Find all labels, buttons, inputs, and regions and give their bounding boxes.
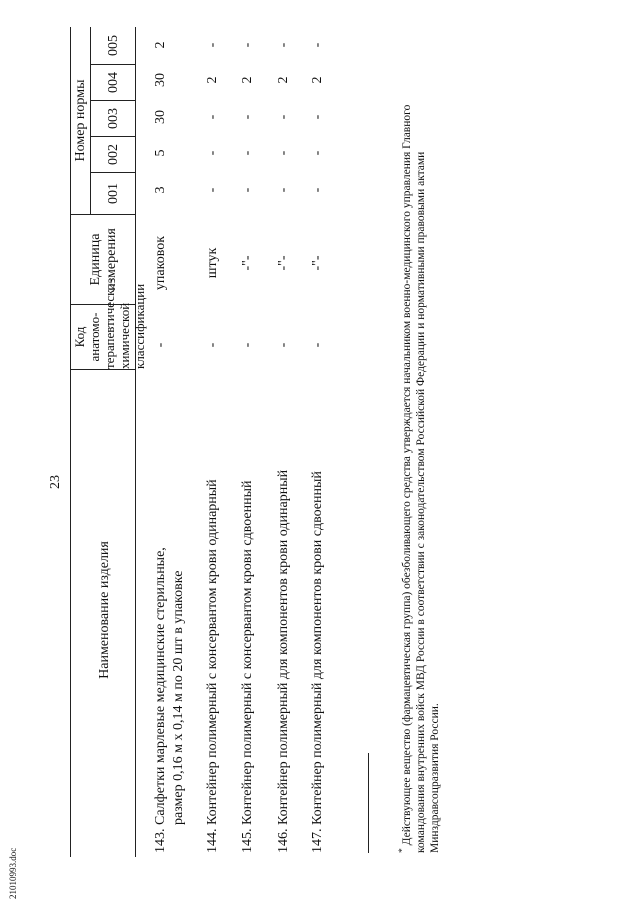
row-number: 145. (240, 828, 255, 853)
row-unit: штук (205, 247, 220, 279)
row-number: 144. (205, 828, 220, 853)
row-code: - (153, 342, 168, 348)
row-code: - (276, 342, 291, 348)
footnote-separator (368, 753, 369, 853)
header-norm-group: Номер нормы (73, 79, 88, 162)
row-unit: -"- (310, 255, 325, 271)
row-code: - (240, 342, 255, 348)
row-name: Салфетки марлевые медицинские стерильные, (153, 547, 168, 825)
row-unit: -"- (276, 255, 291, 271)
row-norm-003: - (310, 114, 325, 120)
row-number: 146. (276, 828, 291, 853)
row-norm-002: - (205, 150, 220, 156)
row-norm-003: 30 (153, 110, 168, 124)
row-code: - (310, 342, 325, 348)
row-norm-004: 2 (310, 76, 325, 84)
row-norm-005: 2 (153, 41, 168, 49)
page-number: 23 (48, 475, 63, 489)
col-divider-code (70, 369, 135, 370)
row-name: Контейнер полимерный с консервантом крови одинарный (205, 479, 220, 825)
row-name: Контейнер полимерный с консервантом крови сдвоенный (240, 480, 255, 825)
row-number: 147. (310, 828, 325, 853)
row-norm-002: - (240, 150, 255, 156)
header-norm-004: 004 (106, 72, 121, 93)
document-id: 21010993.doc (8, 847, 18, 899)
row-norm-002: - (310, 150, 325, 156)
header-norm-001: 001 (106, 183, 121, 204)
row-norm-004: 2 (240, 76, 255, 84)
row-unit: -"- (240, 255, 255, 271)
row-norm-005: - (276, 42, 291, 48)
row-code: - (205, 342, 220, 348)
header-unit: Единица измерения (88, 228, 119, 291)
row-norm-004: 2 (205, 76, 220, 84)
table-header-bottom-rule (135, 27, 136, 857)
row-norm-004: 2 (276, 76, 291, 84)
footnote-text: Действующее вещество (фармацевтическая группа) обезболивающего средства утверждается начальником военно-медицинского управления Главного командования внутренних войск МВД России в соответствии с законодательством Российской Федерации и нормативными правовыми актами Минздравсоцразвития России. (400, 104, 441, 853)
row-name: Контейнер полимерный для компонентов крови сдвоенный (310, 471, 325, 825)
row-norm-002: - (276, 150, 291, 156)
row-norm-002: 5 (153, 149, 168, 157)
row-norm-001: - (240, 187, 255, 193)
footnote (396, 53, 442, 853)
row-norm-001: 3 (153, 186, 168, 194)
row-norm-001: - (310, 187, 325, 193)
row-norm-005: - (310, 42, 325, 48)
row-norm-005: - (240, 42, 255, 48)
header-norm-002: 002 (106, 144, 121, 165)
row-norm-001: - (205, 187, 220, 193)
row-norm-003: - (205, 114, 220, 120)
header-norm-005: 005 (106, 35, 121, 56)
header-name: Наименование изделия (97, 541, 112, 679)
norm-group-rule (90, 27, 91, 215)
row-name-cont: размер 0,16 м х 0,14 м по 20 шт в упаковке (171, 570, 186, 825)
row-norm-001: - (276, 187, 291, 193)
row-name: Контейнер полимерный для компонентов крови одинарный (276, 469, 291, 825)
header-norm-003: 003 (106, 108, 121, 129)
row-norm-004: 30 (153, 73, 168, 87)
row-unit: упаковок (153, 235, 168, 291)
header-code: Код анатомо- терапевтическо- химической классификации (72, 279, 147, 369)
table-top-rule (70, 27, 71, 857)
row-norm-005: - (205, 42, 220, 48)
row-norm-003: - (276, 114, 291, 120)
footnote-marker: * (397, 848, 408, 853)
row-number: 143. (153, 828, 168, 853)
row-norm-003: - (240, 114, 255, 120)
